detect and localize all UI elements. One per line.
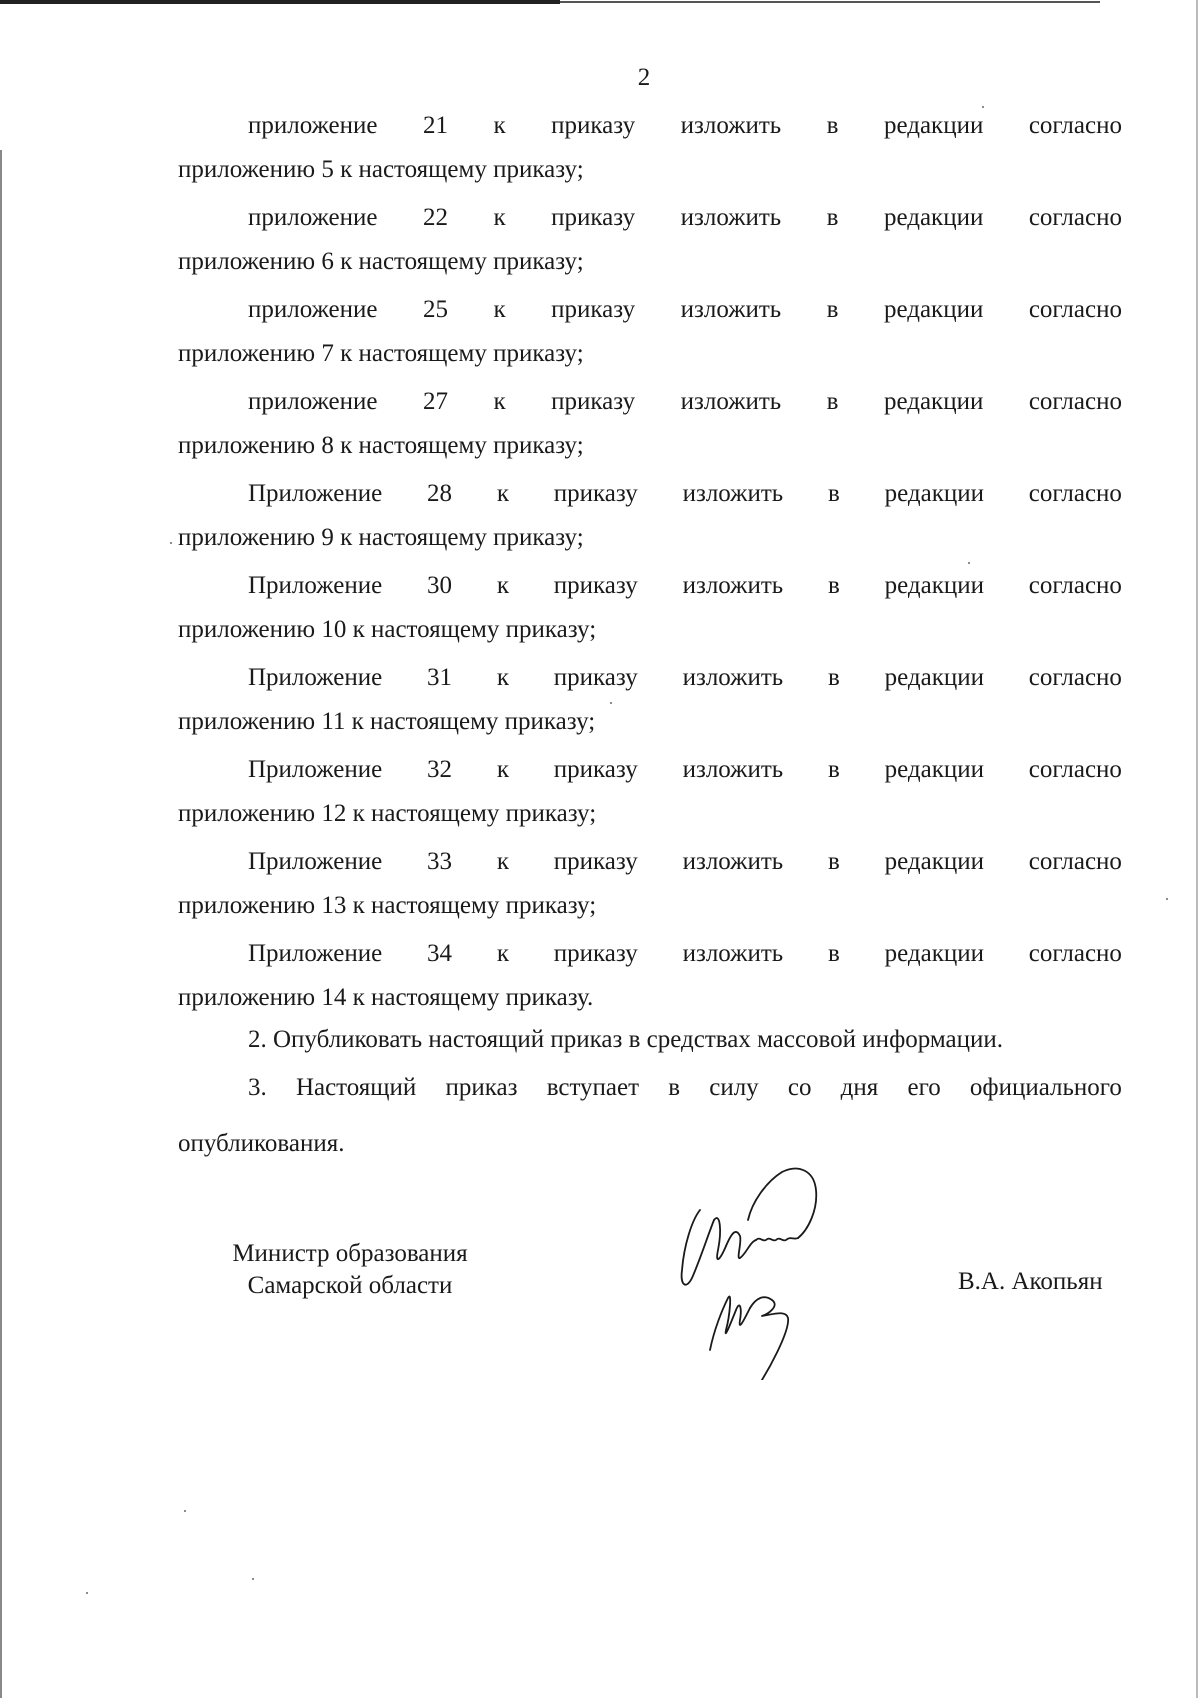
- amendment-word-redaktsii: редакции: [884, 480, 984, 507]
- amendment-word-num: 22: [423, 204, 448, 231]
- amendment-word-redaktsii: редакции: [883, 204, 984, 231]
- amendment-word-label: Приложение: [248, 480, 383, 507]
- amendment-word-k: к: [496, 480, 509, 507]
- amendment-word-izlozhit: изложить: [680, 112, 782, 139]
- amendment-item-line-2: приложению 5 к настоящему приказу;: [178, 156, 584, 183]
- amendment-item-line-2: приложению 12 к настоящему приказу;: [178, 800, 597, 827]
- paragraph-3-line-1: [248, 1074, 1122, 1102]
- amendment-word-v: в: [827, 572, 840, 599]
- amendment-word-soglasno: согласно: [1028, 848, 1122, 875]
- handwritten-signature: [670, 1150, 870, 1380]
- amendment-word-num: 32: [427, 756, 452, 783]
- amendment-word-k: к: [496, 940, 509, 967]
- amendment-word-v: в: [826, 204, 839, 231]
- amendment-item: [178, 928, 1122, 1020]
- amendment-word-k: к: [496, 756, 509, 783]
- amendment-word-soglasno: согласно: [1028, 572, 1122, 599]
- amendment-word-v: в: [827, 480, 840, 507]
- amendment-item-line-1: [248, 388, 1122, 416]
- amendment-word-soglasno: согласно: [1028, 480, 1122, 507]
- amendment-word-redaktsii: редакции: [884, 756, 984, 783]
- amendment-item-line-2: приложению 7 к настоящему приказу;: [178, 340, 584, 367]
- amendment-word-izlozhit: изложить: [682, 848, 784, 875]
- amendment-word-k: к: [493, 296, 506, 323]
- amendment-item-line-1: [248, 756, 1122, 784]
- scan-speck: [610, 702, 612, 704]
- amendment-item-line-2: приложению 6 к настоящему приказу;: [178, 248, 584, 275]
- amendment-word-soglasno: согласно: [1028, 664, 1122, 691]
- amendment-word-v: в: [826, 388, 839, 415]
- scan-edge-top: [0, 0, 560, 4]
- paragraph-3-line-2: опубликования.: [178, 1130, 345, 1157]
- amendment-word-prikazu: приказу: [551, 296, 636, 323]
- amendment-word-num: 31: [427, 664, 452, 691]
- amendment-word-k: к: [496, 848, 509, 875]
- amendment-word-v: в: [827, 940, 840, 967]
- amendment-word-izlozhit: изложить: [680, 296, 782, 323]
- amendment-word-izlozhit: изложить: [680, 388, 782, 415]
- scan-speck: [170, 542, 172, 544]
- amendment-item-line-2: приложению 11 к настоящему приказу;: [178, 708, 596, 735]
- amendment-item-line-1: [248, 112, 1122, 140]
- scan-edge-top-thin: [560, 1, 1100, 3]
- amendment-word-redaktsii: редакции: [883, 296, 984, 323]
- amendment-item: [178, 652, 1122, 744]
- amendment-word-prikazu: приказу: [551, 204, 636, 231]
- amendment-item: [178, 468, 1122, 560]
- amendment-word-label: приложение: [248, 296, 378, 323]
- amendment-word-label: Приложение: [248, 940, 383, 967]
- amendment-item-line-2: приложению 13 к настоящему приказу;: [178, 892, 597, 919]
- amendment-item: [178, 560, 1122, 652]
- paragraph-3-word: официального: [969, 1074, 1122, 1101]
- amendment-word-redaktsii: редакции: [884, 940, 984, 967]
- amendment-item: [178, 100, 1122, 192]
- amendment-item-line-2: приложению 10 к настоящему приказу;: [178, 616, 597, 643]
- amendment-word-izlozhit: изложить: [682, 480, 784, 507]
- amendment-word-v: в: [826, 112, 839, 139]
- amendment-item: [178, 836, 1122, 928]
- amendment-word-num: 21: [423, 112, 448, 139]
- paragraph-3-word: дня: [840, 1074, 879, 1101]
- amendment-word-soglasno: согласно: [1028, 296, 1122, 323]
- paragraph-3-word: приказ: [445, 1074, 518, 1101]
- amendment-word-k: к: [493, 388, 506, 415]
- amendment-word-soglasno: согласно: [1028, 756, 1122, 783]
- amendment-word-soglasno: согласно: [1028, 204, 1122, 231]
- amendment-word-k: к: [496, 572, 509, 599]
- amendment-item: [178, 192, 1122, 284]
- amendment-item-line-1: [248, 296, 1122, 324]
- page-number: 2: [637, 64, 651, 91]
- amendment-word-num: 25: [423, 296, 448, 323]
- amendment-word-label: Приложение: [248, 756, 383, 783]
- amendment-word-label: Приложение: [248, 572, 383, 599]
- scan-speck: [1166, 898, 1168, 900]
- amendment-item-line-2: приложению 14 к настоящему приказу.: [178, 984, 594, 1011]
- scan-speck: [982, 106, 984, 108]
- signer-title: [200, 1238, 500, 1302]
- signer-title-line-2: Самарской области: [247, 1272, 453, 1299]
- amendment-list: [178, 100, 1122, 1020]
- amendment-word-label: приложение: [248, 112, 378, 139]
- paragraph-2: 2. Опубликовать настоящий приказ в средствах массовой информации.: [248, 1026, 1004, 1053]
- amendment-word-label: приложение: [248, 204, 378, 231]
- amendment-word-k: к: [496, 664, 509, 691]
- scan-speck: [184, 1510, 186, 1512]
- amendment-word-prikazu: приказу: [553, 848, 638, 875]
- amendment-word-prikazu: приказу: [553, 572, 638, 599]
- paragraph-3-word: вступает: [546, 1074, 640, 1101]
- amendment-item: [178, 284, 1122, 376]
- amendment-word-izlozhit: изложить: [682, 572, 784, 599]
- amendment-word-num: 28: [427, 480, 452, 507]
- amendment-word-prikazu: приказу: [551, 388, 636, 415]
- amendment-word-soglasno: согласно: [1028, 112, 1122, 139]
- amendment-word-izlozhit: изложить: [680, 204, 782, 231]
- amendment-word-redaktsii: редакции: [883, 112, 984, 139]
- amendment-word-izlozhit: изложить: [682, 664, 784, 691]
- amendment-item: [178, 376, 1122, 468]
- amendment-word-soglasno: согласно: [1028, 940, 1122, 967]
- paragraph-3-word: в: [668, 1074, 681, 1101]
- amendment-item-line-1: [248, 572, 1122, 600]
- amendment-word-redaktsii: редакции: [884, 572, 984, 599]
- amendment-word-redaktsii: редакции: [883, 388, 984, 415]
- scan-speck: [968, 562, 970, 564]
- amendment-word-v: в: [826, 296, 839, 323]
- amendment-item-line-1: [248, 940, 1122, 968]
- amendment-word-v: в: [827, 664, 840, 691]
- amendment-word-k: к: [493, 112, 506, 139]
- amendment-word-prikazu: приказу: [551, 112, 636, 139]
- amendment-item-line-1: [248, 204, 1122, 232]
- amendment-word-prikazu: приказу: [553, 940, 638, 967]
- amendment-item: [178, 744, 1122, 836]
- paragraph-3-word: Настоящий: [295, 1074, 417, 1101]
- amendment-word-label: приложение: [248, 388, 378, 415]
- amendment-word-label: Приложение: [248, 848, 383, 875]
- amendment-word-num: 33: [427, 848, 452, 875]
- amendment-word-num: 30: [427, 572, 452, 599]
- amendment-item-line-2: приложению 8 к настоящему приказу;: [178, 432, 584, 459]
- amendment-word-prikazu: приказу: [553, 480, 638, 507]
- scan-edge-left: [0, 150, 2, 1698]
- amendment-word-izlozhit: изложить: [682, 940, 784, 967]
- paragraph-3-word: 3.: [248, 1074, 267, 1101]
- amendment-item-line-1: [248, 480, 1122, 508]
- amendment-item-line-1: [248, 848, 1122, 876]
- paragraph-3-word: со: [787, 1074, 812, 1101]
- paragraph-3-word: его: [907, 1074, 941, 1101]
- scan-speck: [252, 1578, 254, 1580]
- amendment-word-prikazu: приказу: [553, 664, 638, 691]
- amendment-word-num: 27: [423, 388, 448, 415]
- scan-edge-right: [1196, 0, 1198, 1698]
- amendment-item-line-2: приложению 9 к настоящему приказу;: [178, 524, 584, 551]
- paragraph-3-word: силу: [709, 1074, 759, 1101]
- scan-speck: [86, 1592, 88, 1594]
- signer-title-line-1: Министр образования: [232, 1240, 468, 1267]
- amendment-word-k: к: [493, 204, 506, 231]
- amendment-item-line-1: [248, 664, 1122, 692]
- amendment-word-redaktsii: редакции: [884, 848, 984, 875]
- amendment-word-prikazu: приказу: [553, 756, 638, 783]
- amendment-word-izlozhit: изложить: [682, 756, 784, 783]
- amendment-word-num: 34: [427, 940, 452, 967]
- amendment-word-soglasno: согласно: [1028, 388, 1122, 415]
- amendment-word-v: в: [827, 848, 840, 875]
- amendment-word-v: в: [827, 756, 840, 783]
- amendment-word-label: Приложение: [248, 664, 383, 691]
- signer-name: В.А. Акопьян: [958, 1268, 1103, 1295]
- amendment-word-redaktsii: редакции: [884, 664, 984, 691]
